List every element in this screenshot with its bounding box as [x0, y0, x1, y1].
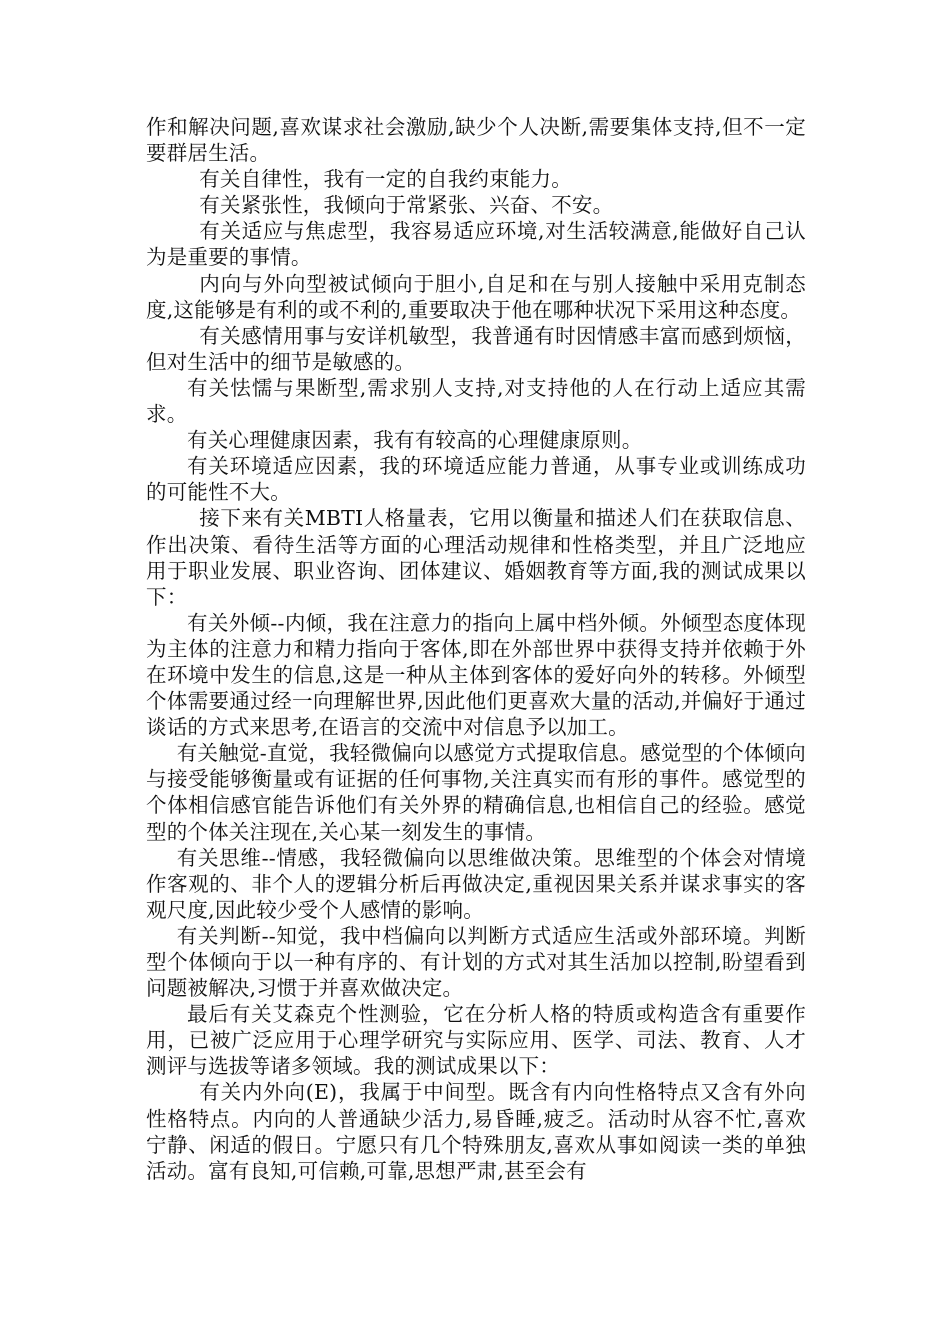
paragraph: 有关心理健康因素，我有有较高的心理健康原则。 — [187, 428, 643, 453]
paragraph: 接下来有关MBTI人格量表，它用以衡量和描述人们在获取信息、作出决策、看待生活等方面的心理活动规律和性格类型，并且广泛地应用于职业发展、职业咨询、团体建议、婚姻教育等方面,我的测试成果以下： — [146, 506, 806, 609]
paragraph: 有关触觉-直觉，我轻微偏向以感觉方式提取信息。感觉型的个体倾向与接受能够衡量或有证据的任何事物,关注真实而有形的事件。感觉型的个体相信感官能告诉他们有关外界的精确信息,也相信自己的经验。感觉型的个体关注现在,关心某一刻发生的事情。 — [146, 741, 806, 844]
paragraph: 有关适应与焦虑型，我容易适应环境,对生活较满意,能做好自己认为是重要的事情。 — [146, 219, 806, 270]
paragraph: 有关自律性，我有一定的自我约束能力。 — [199, 167, 572, 192]
paragraph: 有关判断--知觉，我中档偏向以判断方式适应生活或外部环境。判断型个体倾向于以一种有序的、有计划的方式对其生活加以控制,盼望看到问题被解决,习惯于并喜欢做决定。 — [146, 923, 806, 1001]
paragraph: 作和解决问题,喜欢谋求社会激励,缺少个人决断,需要集体支持,但不一定要群居生活。 — [146, 115, 806, 166]
paragraph: 有关内外向(E)，我属于中间型。既含有内向性格特点又含有外向性格特点。内向的人普通缺少活力,易昏睡,疲乏。活动时从容不忙,喜欢宁静、闲适的假日。宁愿只有几个特殊朋友,喜欢从事如阅读一类的单独活动。富有良知,可信赖,可靠,思想严肃,甚至会有 — [146, 1080, 806, 1183]
document-page — [146, 114, 806, 1184]
paragraph: 最后有关艾森克个性测验，它在分析人格的特质或构造含有重要作用，已被广泛应用于心理学研究与实际应用、医学、司法、教育、人才测评与选拔等诸多领域。我的测试成果以下： — [146, 1002, 806, 1079]
paragraph: 有关怯懦与果断型,需求别人支持,对支持他的人在行动上适应其需求。 — [146, 375, 806, 427]
paragraph: 有关感情用事与安详机敏型，我普通有时因情感丰富而感到烦恼，但对生活中的细节是敏感的。 — [146, 323, 806, 374]
paragraph: 内向与外向型被试倾向于胆小,自足和在与别人接触中采用克制态度,这能够是有利的或不利的,重要取决于他在哪种状况下采用这种态度。 — [146, 271, 806, 322]
paragraph: 有关外倾--内倾，我在注意力的指向上属中档外倾。外倾型态度体现为主体的注意力和精力指向于客体,即在外部世界中获得支持并依赖于外在环境中发生的信息,这是一种从主体到客体的爱好向外的转移。外倾型个体需要通过经一向理解世界,因此他们更喜欢大量的活动,并偏好于通过谈话的方式来思考,在语言的交流中对信息予以加工。 — [146, 610, 806, 740]
paragraph: 有关环境适应因素，我的环境适应能力普通，从事专业或训练成功的可能性不大。 — [146, 454, 806, 505]
paragraph: 有关思维--情感，我轻微偏向以思维做决策。思维型的个体会对情境作客观的、非个人的逻辑分析后再做决定,重视因果关系并谋求事实的客观尺度,因此较少受个人感情的影响。 — [146, 845, 806, 922]
paragraph: 有关紧张性，我倾向于常紧张、兴奋、不安。 — [199, 193, 614, 218]
